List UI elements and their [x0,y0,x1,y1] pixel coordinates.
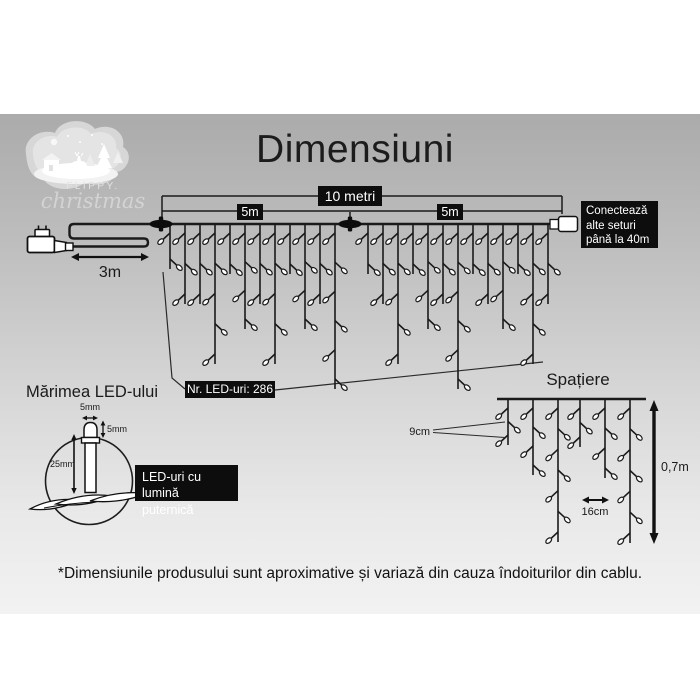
led-size-heading: Mărimea LED-ului [25,383,159,401]
zero-seven-m-arrow [650,400,659,544]
connect-info-box [581,201,658,248]
led-body-label: 25mm [50,459,76,469]
nine-cm-leader-lines [433,422,505,438]
led-gap-label: 9cm [409,426,430,438]
power-plug-icon [28,226,74,253]
logo-brand-script: christmas [40,189,146,213]
spacing-heading: Spațiere [546,370,610,389]
led-brightness-box [135,465,238,517]
logo-brand-name: FLIPPY. [66,181,120,192]
led-head-label: 5mm [107,424,127,434]
led-count-box: Nr. LED-uri: 286 [186,382,274,396]
spacing-lights [495,399,643,545]
lead-cable-coil [70,224,155,247]
five-mm-top-arrow [82,416,98,421]
connect-info-line3: până la 40m [586,234,650,247]
led-count-leader-lines [163,272,543,390]
footnote: *Dimensiunile produsului sunt aproximative și variază din cauza îndoiturilor din cablu. [57,565,643,582]
connect-info-line2: alte seturi [586,219,636,232]
connect-info-line1: Conectează [586,205,648,217]
drop-gap-label: 16cm [581,506,609,518]
led-bulb-drawing [82,423,100,493]
ten-metri-label: 10 metri [318,186,382,206]
end-connector-icon [550,217,578,232]
three-m-arrow [71,253,149,261]
three-m-label: 3m [98,264,122,281]
led-brightness-line2: puternică [142,502,194,517]
five-m-right-label: 5m [437,204,463,220]
led-brightness-line1: LED-uri cu lumină [142,470,202,501]
page-title: Dimensiuni [256,128,454,171]
five-m-bracket [162,211,562,220]
led-width-label: 5mm [80,402,100,412]
drop-height-label: 0,7m [661,460,689,474]
sixteen-cm-arrow [582,497,609,504]
five-m-left-label: 5m [237,204,263,220]
five-mm-side-arrow [101,421,106,439]
